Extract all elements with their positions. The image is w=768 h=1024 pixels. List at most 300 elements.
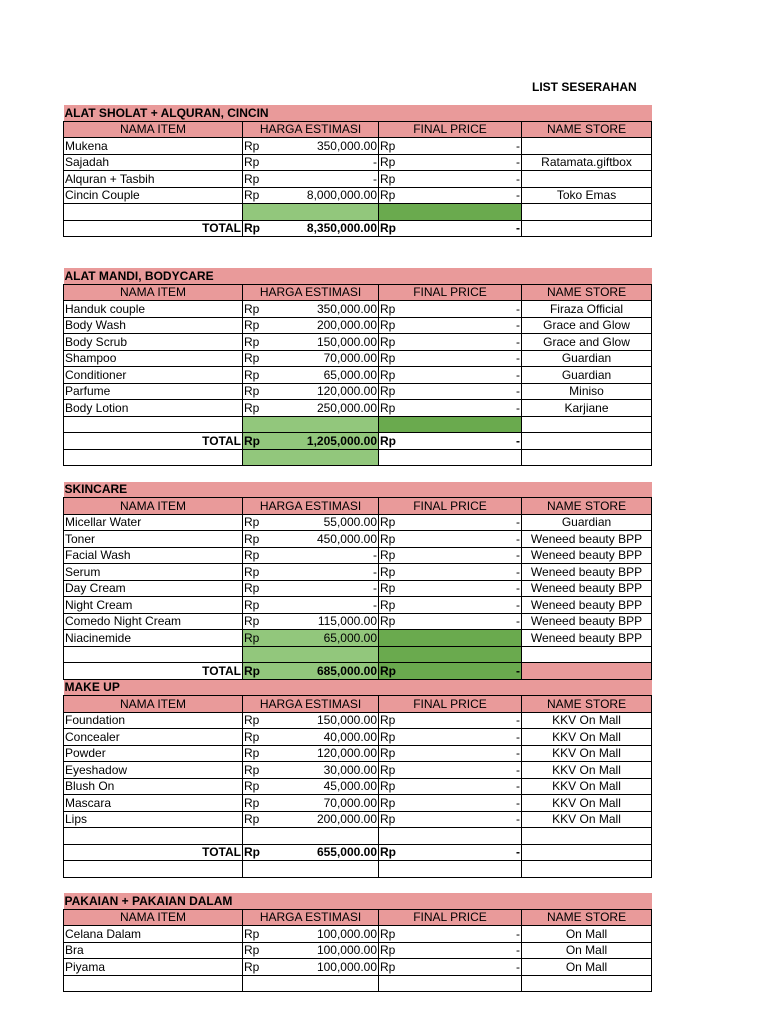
blank-cell[interactable]: [522, 449, 652, 466]
estimate-value: 100,000.00: [316, 926, 377, 941]
store-cell[interactable]: Weneed beauty BPP: [522, 564, 652, 581]
total-final-value: -: [516, 433, 520, 448]
final-currency: Rp: [380, 188, 396, 203]
store-cell[interactable]: Grace and Glow: [522, 317, 652, 334]
final-value: -: [516, 959, 520, 974]
final-value: -: [516, 762, 520, 777]
store-cell[interactable]: [522, 171, 652, 188]
final-value: -: [516, 943, 520, 958]
table-row: [64, 712, 652, 729]
item-name-cell[interactable]: Lips: [64, 811, 243, 828]
item-name-cell[interactable]: Powder: [64, 745, 243, 762]
estimate-value: -: [373, 171, 377, 186]
item-name-cell[interactable]: Foundation: [64, 712, 243, 729]
total-final-cell[interactable]: [379, 844, 522, 861]
estimate-cell[interactable]: [243, 811, 379, 828]
table-row: [64, 350, 652, 367]
blank-row: [64, 828, 652, 845]
table-row: [64, 301, 652, 318]
total-estimate-cell[interactable]: [243, 433, 379, 450]
final-value: -: [516, 729, 520, 744]
final-currency: Rp: [380, 334, 396, 349]
header-store: NAME STORE: [522, 284, 652, 301]
blank-cell[interactable]: [379, 204, 522, 221]
item-name-cell[interactable]: Serum: [64, 564, 243, 581]
final-currency: Rp: [380, 812, 396, 827]
store-cell[interactable]: On Mall: [522, 926, 652, 943]
estimate-value: 45,000.00: [323, 779, 377, 794]
seserahan-table: [63, 105, 652, 992]
estimate-cell[interactable]: [243, 334, 379, 351]
store-cell[interactable]: Ratamata.giftbox: [522, 154, 652, 171]
header-final: FINAL PRICE: [379, 121, 522, 138]
blank-cell[interactable]: [522, 416, 652, 433]
header-final: FINAL PRICE: [379, 696, 522, 713]
final-currency: Rp: [380, 548, 396, 563]
final-cell[interactable]: [379, 317, 522, 334]
header-final: FINAL PRICE: [379, 498, 522, 515]
final-value: -: [516, 384, 520, 399]
estimate-value: -: [373, 548, 377, 563]
final-value: -: [516, 795, 520, 810]
table-row: [64, 154, 652, 171]
store-cell[interactable]: On Mall: [522, 959, 652, 976]
final-cell[interactable]: [379, 400, 522, 417]
estimate-cell[interactable]: [243, 597, 379, 614]
store-cell[interactable]: Guardian: [522, 367, 652, 384]
estimate-value: 8,000,000.00: [306, 188, 377, 203]
final-value: -: [516, 334, 520, 349]
final-cell[interactable]: [379, 154, 522, 171]
table-row: [64, 580, 652, 597]
table-row: [64, 367, 652, 384]
estimate-currency: Rp: [244, 138, 260, 153]
estimate-value: -: [373, 597, 377, 612]
final-cell[interactable]: [379, 778, 522, 795]
item-name-cell[interactable]: Body Wash: [64, 317, 243, 334]
estimate-value: 100,000.00: [316, 959, 377, 974]
item-name-cell[interactable]: Concealer: [64, 729, 243, 746]
blank-cell[interactable]: [64, 975, 243, 992]
estimate-currency: Rp: [244, 779, 260, 794]
store-cell[interactable]: Karjiane: [522, 400, 652, 417]
header-item: NAMA ITEM: [64, 909, 243, 926]
header-final: FINAL PRICE: [379, 909, 522, 926]
item-name-cell[interactable]: Facial Wash: [64, 547, 243, 564]
spacer-cell: [64, 466, 652, 482]
table-row: [64, 531, 652, 548]
item-name-cell[interactable]: Mascara: [64, 795, 243, 812]
final-cell[interactable]: [379, 383, 522, 400]
column-header-row: [64, 121, 652, 138]
header-item: NAMA ITEM: [64, 498, 243, 515]
total-estimate-currency: Rp: [244, 663, 260, 678]
store-cell[interactable]: Grace and Glow: [522, 334, 652, 351]
table-row: [64, 564, 652, 581]
final-cell[interactable]: [379, 613, 522, 630]
total-final-value: -: [516, 845, 520, 860]
store-cell[interactable]: KKV On Mall: [522, 745, 652, 762]
total-store-cell[interactable]: [522, 663, 652, 680]
store-cell[interactable]: Guardian: [522, 514, 652, 531]
estimate-cell[interactable]: [243, 729, 379, 746]
blank-cell[interactable]: [64, 416, 243, 433]
total-final-cell[interactable]: [379, 433, 522, 450]
section-title: ALAT MANDI, BODYCARE: [64, 268, 652, 284]
estimate-value: -: [373, 564, 377, 579]
final-cell[interactable]: [379, 926, 522, 943]
estimate-cell[interactable]: [243, 795, 379, 812]
store-cell[interactable]: Weneed beauty BPP: [522, 547, 652, 564]
final-cell[interactable]: [379, 547, 522, 564]
final-currency: Rp: [380, 795, 396, 810]
final-currency: Rp: [380, 713, 396, 728]
estimate-value: 120,000.00: [316, 384, 377, 399]
section-title: PAKAIAN + PAKAIAN DALAM: [64, 893, 652, 909]
estimate-cell[interactable]: [243, 154, 379, 171]
item-name-cell[interactable]: Alquran + Tasbih: [64, 171, 243, 188]
final-cell[interactable]: [379, 745, 522, 762]
item-name-cell[interactable]: Eyeshadow: [64, 762, 243, 779]
item-name-cell[interactable]: Bra: [64, 942, 243, 959]
final-value: -: [516, 779, 520, 794]
final-value: -: [516, 318, 520, 333]
total-estimate-value: 685,000.00: [316, 663, 377, 678]
final-currency: Rp: [380, 614, 396, 629]
blank-cell[interactable]: [243, 449, 379, 466]
estimate-currency: Rp: [244, 926, 260, 941]
estimate-value: 350,000.00: [316, 138, 377, 153]
final-currency: Rp: [380, 581, 396, 596]
blank-cell[interactable]: [379, 449, 522, 466]
total-estimate-value: 1,205,000.00: [306, 433, 377, 448]
section-title-row: [64, 482, 652, 498]
blank-cell[interactable]: [243, 416, 379, 433]
final-cell[interactable]: [379, 795, 522, 812]
section-title: SKINCARE: [64, 482, 652, 498]
table-row: [64, 317, 652, 334]
estimate-cell[interactable]: [243, 301, 379, 318]
store-cell[interactable]: KKV On Mall: [522, 795, 652, 812]
estimate-cell[interactable]: [243, 580, 379, 597]
item-name-cell[interactable]: Micellar Water: [64, 514, 243, 531]
blank-cell[interactable]: [64, 828, 243, 845]
estimate-cell[interactable]: [243, 613, 379, 630]
blank-cell[interactable]: [64, 449, 243, 466]
header-item: NAMA ITEM: [64, 284, 243, 301]
column-header-row: [64, 284, 652, 301]
blank-cell[interactable]: [379, 416, 522, 433]
estimate-currency: Rp: [244, 188, 260, 203]
estimate-cell[interactable]: [243, 317, 379, 334]
final-cell[interactable]: [379, 942, 522, 959]
section-title: MAKE UP: [64, 679, 652, 696]
page-title: LIST SESERAHAN: [532, 80, 637, 94]
total-store-cell[interactable]: [522, 220, 652, 237]
total-store-cell[interactable]: [522, 844, 652, 861]
final-cell[interactable]: [379, 580, 522, 597]
estimate-currency: Rp: [244, 943, 260, 958]
final-value: -: [516, 301, 520, 316]
total-label: TOTAL: [64, 220, 243, 237]
estimate-value: -: [373, 155, 377, 170]
item-name-cell[interactable]: Sajadah: [64, 154, 243, 171]
store-cell[interactable]: Weneed beauty BPP: [522, 531, 652, 548]
blank-cell[interactable]: [379, 646, 522, 663]
item-name-cell[interactable]: Body Scrub: [64, 334, 243, 351]
blank-cell[interactable]: [64, 646, 243, 663]
estimate-value: 350,000.00: [316, 301, 377, 316]
total-final-currency: Rp: [380, 221, 396, 236]
header-final: FINAL PRICE: [379, 284, 522, 301]
final-cell[interactable]: [379, 138, 522, 155]
total-store-cell[interactable]: [522, 433, 652, 450]
blank-cell[interactable]: [522, 646, 652, 663]
store-cell[interactable]: KKV On Mall: [522, 729, 652, 746]
total-row: [64, 220, 652, 237]
store-cell[interactable]: KKV On Mall: [522, 778, 652, 795]
total-estimate-cell[interactable]: [243, 663, 379, 680]
header-estimate: HARGA ESTIMASI: [243, 498, 379, 515]
total-final-cell[interactable]: [379, 220, 522, 237]
final-cell[interactable]: [379, 187, 522, 204]
estimate-value: -: [373, 581, 377, 596]
estimate-cell[interactable]: [243, 926, 379, 943]
item-name-cell[interactable]: Comedo Night Cream: [64, 613, 243, 630]
estimate-cell[interactable]: [243, 547, 379, 564]
blank-cell[interactable]: [379, 828, 522, 845]
final-cell[interactable]: [379, 630, 522, 647]
spacer-row: [64, 877, 652, 893]
table-row: [64, 597, 652, 614]
estimate-cell[interactable]: [243, 531, 379, 548]
table-row: [64, 171, 652, 188]
item-name-cell[interactable]: Piyama: [64, 959, 243, 976]
estimate-cell[interactable]: [243, 630, 379, 647]
final-value: -: [516, 400, 520, 415]
blank-cell[interactable]: [522, 975, 652, 992]
estimate-currency: Rp: [244, 367, 260, 382]
final-cell[interactable]: [379, 712, 522, 729]
final-value: -: [516, 597, 520, 612]
estimate-currency: Rp: [244, 762, 260, 777]
store-cell[interactable]: Toko Emas: [522, 187, 652, 204]
blank-cell[interactable]: [64, 861, 243, 878]
final-value: -: [516, 548, 520, 563]
total-final-cell[interactable]: [379, 663, 522, 680]
table-row: [64, 729, 652, 746]
blank-cell[interactable]: [522, 828, 652, 845]
total-label: TOTAL: [64, 844, 243, 861]
final-cell[interactable]: [379, 597, 522, 614]
total-final-value: -: [516, 221, 520, 236]
table-row: [64, 959, 652, 976]
estimate-cell[interactable]: [243, 138, 379, 155]
store-cell[interactable]: Weneed beauty BPP: [522, 630, 652, 647]
header-estimate: HARGA ESTIMASI: [243, 121, 379, 138]
final-cell[interactable]: [379, 762, 522, 779]
header-store: NAME STORE: [522, 909, 652, 926]
estimate-currency: Rp: [244, 564, 260, 579]
table-row: [64, 811, 652, 828]
blank-row: [64, 416, 652, 433]
store-cell[interactable]: Guardian: [522, 350, 652, 367]
blank-cell[interactable]: [379, 975, 522, 992]
total-estimate-value: 655,000.00: [316, 845, 377, 860]
estimate-cell[interactable]: [243, 171, 379, 188]
store-cell[interactable]: Weneed beauty BPP: [522, 580, 652, 597]
blank-cell[interactable]: [64, 204, 243, 221]
item-name-cell[interactable]: Body Lotion: [64, 400, 243, 417]
estimate-currency: Rp: [244, 171, 260, 186]
section-title-row: [64, 105, 652, 121]
blank-cell[interactable]: [243, 646, 379, 663]
table-row: [64, 547, 652, 564]
final-currency: Rp: [380, 531, 396, 546]
final-currency: Rp: [380, 729, 396, 744]
final-cell[interactable]: [379, 531, 522, 548]
store-cell[interactable]: Miniso: [522, 383, 652, 400]
item-name-cell[interactable]: Day Cream: [64, 580, 243, 597]
spacer-row: [64, 253, 652, 269]
item-name-cell[interactable]: Parfume: [64, 383, 243, 400]
blank-cell[interactable]: [243, 975, 379, 992]
estimate-cell[interactable]: [243, 367, 379, 384]
blank-cell[interactable]: [243, 861, 379, 878]
table-row: [64, 778, 652, 795]
final-currency: Rp: [380, 171, 396, 186]
header-estimate: HARGA ESTIMASI: [243, 284, 379, 301]
table-row: [64, 400, 652, 417]
store-cell[interactable]: On Mall: [522, 942, 652, 959]
item-name-cell[interactable]: Conditioner: [64, 367, 243, 384]
final-currency: Rp: [380, 597, 396, 612]
estimate-cell[interactable]: [243, 959, 379, 976]
section-title-row: [64, 268, 652, 284]
estimate-currency: Rp: [244, 400, 260, 415]
spacer-row: [64, 466, 652, 482]
estimate-currency: Rp: [244, 531, 260, 546]
total-estimate-cell[interactable]: [243, 220, 379, 237]
blank-cell[interactable]: [243, 828, 379, 845]
item-name-cell[interactable]: Blush On: [64, 778, 243, 795]
store-cell[interactable]: Weneed beauty BPP: [522, 597, 652, 614]
item-name-cell[interactable]: Celana Dalam: [64, 926, 243, 943]
item-name-cell[interactable]: Night Cream: [64, 597, 243, 614]
item-name-cell[interactable]: Shampoo: [64, 350, 243, 367]
spacer-cell: [64, 253, 652, 269]
final-value: -: [516, 531, 520, 546]
final-cell[interactable]: [379, 301, 522, 318]
final-currency: Rp: [380, 384, 396, 399]
final-currency: Rp: [380, 400, 396, 415]
blank-row: [64, 449, 652, 466]
store-cell[interactable]: KKV On Mall: [522, 712, 652, 729]
table-row: [64, 514, 652, 531]
final-value: -: [516, 564, 520, 579]
estimate-cell[interactable]: [243, 350, 379, 367]
table-row: [64, 187, 652, 204]
final-value: -: [516, 155, 520, 170]
store-cell[interactable]: Firaza Official: [522, 301, 652, 318]
table-row: [64, 762, 652, 779]
final-value: -: [516, 171, 520, 186]
blank-cell[interactable]: [379, 861, 522, 878]
final-value: -: [516, 515, 520, 530]
final-value: -: [516, 138, 520, 153]
final-cell[interactable]: [379, 811, 522, 828]
store-cell[interactable]: Weneed beauty BPP: [522, 613, 652, 630]
estimate-value: 115,000.00: [317, 614, 377, 629]
final-cell[interactable]: [379, 171, 522, 188]
table-row: [64, 383, 652, 400]
blank-row: [64, 204, 652, 221]
store-cell[interactable]: KKV On Mall: [522, 811, 652, 828]
estimate-cell[interactable]: [243, 745, 379, 762]
blank-cell[interactable]: [522, 861, 652, 878]
spacer-cell: [64, 237, 652, 253]
header-store: NAME STORE: [522, 121, 652, 138]
blank-cell[interactable]: [522, 204, 652, 221]
column-header-row: [64, 696, 652, 713]
store-cell[interactable]: KKV On Mall: [522, 762, 652, 779]
spreadsheet: [63, 105, 651, 992]
table-row: [64, 745, 652, 762]
estimate-cell[interactable]: [243, 564, 379, 581]
final-cell[interactable]: [379, 729, 522, 746]
column-header-row: [64, 909, 652, 926]
estimate-value: 200,000.00: [316, 812, 377, 827]
final-cell[interactable]: [379, 334, 522, 351]
total-estimate-currency: Rp: [244, 845, 260, 860]
final-cell[interactable]: [379, 959, 522, 976]
final-currency: Rp: [380, 138, 396, 153]
store-cell[interactable]: [522, 138, 652, 155]
final-currency: Rp: [380, 746, 396, 761]
estimate-cell[interactable]: [243, 187, 379, 204]
estimate-cell[interactable]: [243, 762, 379, 779]
estimate-cell[interactable]: [243, 942, 379, 959]
total-row: [64, 844, 652, 861]
final-value: -: [516, 351, 520, 366]
item-name-cell[interactable]: Toner: [64, 531, 243, 548]
header-estimate: HARGA ESTIMASI: [243, 696, 379, 713]
final-value: -: [516, 188, 520, 203]
final-cell[interactable]: [379, 514, 522, 531]
estimate-cell[interactable]: [243, 383, 379, 400]
table-row: [64, 942, 652, 959]
final-cell[interactable]: [379, 367, 522, 384]
estimate-cell[interactable]: [243, 712, 379, 729]
table-row: [64, 613, 652, 630]
final-value: -: [516, 926, 520, 941]
estimate-cell[interactable]: [243, 514, 379, 531]
final-cell[interactable]: [379, 350, 522, 367]
item-name-cell[interactable]: Handuk couple: [64, 301, 243, 318]
estimate-cell[interactable]: [243, 778, 379, 795]
table-row: [64, 138, 652, 155]
total-estimate-cell[interactable]: [243, 844, 379, 861]
estimate-cell[interactable]: [243, 400, 379, 417]
item-name-cell[interactable]: Niacinemide: [64, 630, 243, 647]
item-name-cell[interactable]: Mukena: [64, 138, 243, 155]
blank-cell[interactable]: [243, 204, 379, 221]
final-cell[interactable]: [379, 564, 522, 581]
estimate-currency: Rp: [244, 597, 260, 612]
item-name-cell[interactable]: Cincin Couple: [64, 187, 243, 204]
final-currency: Rp: [380, 762, 396, 777]
estimate-currency: Rp: [244, 581, 260, 596]
